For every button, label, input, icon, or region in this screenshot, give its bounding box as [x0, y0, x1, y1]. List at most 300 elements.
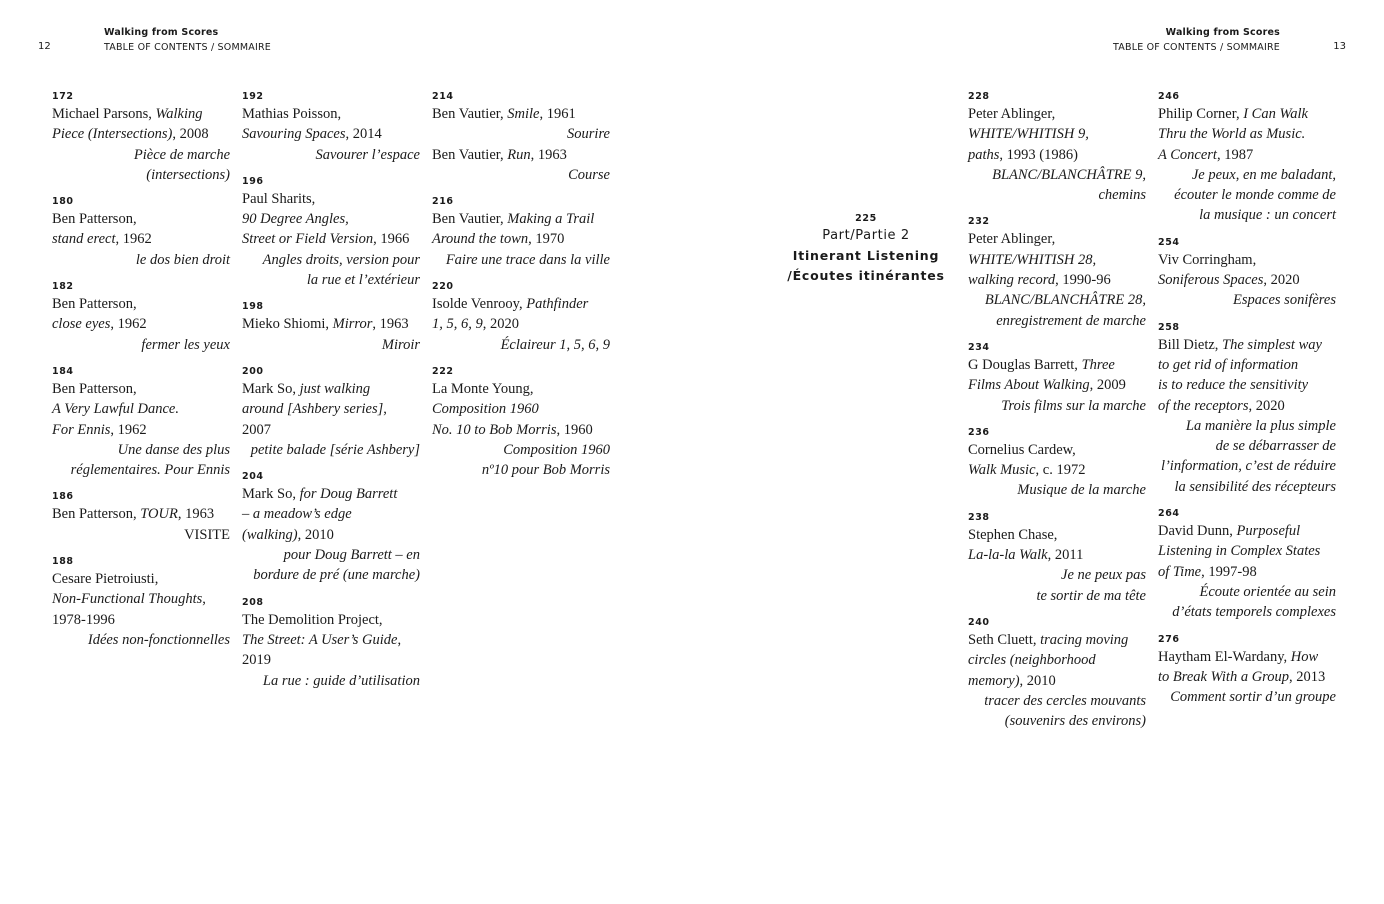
toc-entry — [1158, 633, 1336, 708]
french-title-line: Faire une trace dans la ville — [445, 251, 610, 268]
french-title-line: tracer des cercles mouvants — [984, 692, 1146, 709]
entry-title-line — [52, 379, 230, 399]
entry-page-number: 198 — [242, 301, 264, 313]
entry-gap — [968, 608, 1146, 616]
work-title: How — [1290, 648, 1319, 665]
entry-title-line — [242, 314, 420, 334]
author-text: Ben Patterson, — [52, 506, 141, 523]
french-title-line: Je ne peux pas — [1061, 567, 1146, 584]
author-text: , 1963 — [372, 316, 409, 333]
work-title: stand erect — [52, 231, 116, 248]
french-title-line: Sourire — [567, 126, 610, 143]
entry-title-line — [432, 145, 610, 165]
work-title: No. 10 to Bob Morris — [432, 421, 557, 438]
toc-entry — [1158, 236, 1336, 311]
part-label: Part/Partie 2 — [822, 228, 910, 243]
french-title-line: écouter le monde comme de — [1174, 187, 1336, 204]
entry-title-line — [242, 399, 420, 419]
work-title: of the receptors — [1158, 397, 1249, 414]
entry-gap — [52, 482, 230, 490]
entry-page-number: 180 — [52, 196, 74, 208]
french-title-line: Une danse des plus — [117, 441, 230, 458]
entry-page-number: 246 — [1158, 91, 1180, 102]
toc-entry — [432, 365, 610, 480]
entry-page-number: 196 — [242, 175, 264, 187]
author-text: Ben Vautier, — [432, 106, 508, 122]
work-title: is to reduce the sensitivity — [1158, 377, 1309, 394]
part-title-fr: /Écoutes itinérantes — [787, 268, 945, 283]
french-title-line: le dos bien droit — [135, 251, 230, 268]
french-title-line: BLANC/BLANCHÂTRE 28, — [984, 292, 1146, 309]
work-title: Smile — [507, 106, 540, 122]
entry-page-number: 184 — [52, 365, 74, 377]
toc-entry — [968, 426, 1146, 501]
entry-gap — [968, 333, 1146, 341]
work-title: Street or Field Version — [242, 231, 374, 248]
entry-title-line — [968, 229, 1146, 249]
entry-title-line — [1158, 335, 1336, 355]
entry-title-line — [52, 229, 230, 249]
entry-page-number: 188 — [52, 556, 74, 568]
section-label-right: TABLE OF CONTENTS / SOMMAIRE — [1113, 42, 1280, 53]
author-text: , 1993 (1986) — [999, 146, 1078, 163]
entry-title-line — [1158, 124, 1336, 144]
author-text: , 1987 — [1216, 146, 1254, 163]
french-title-line: Éclaireur 1, 5, 6, 9 — [500, 336, 610, 353]
entry-page-number: 276 — [1158, 633, 1180, 645]
author-text: Stephen Chase, — [968, 526, 1058, 543]
entry-page-number: 236 — [968, 426, 990, 438]
author-text: Ben Vautier, — [432, 211, 508, 228]
toc-entry — [52, 490, 230, 545]
author-text: David Dunn, — [1158, 523, 1237, 540]
french-title-line: Idées non-fonctionnelles — [87, 631, 230, 648]
author-text: Mathias Poisson, — [242, 106, 342, 122]
french-title-line: La manière la plus simple — [1185, 417, 1336, 434]
toc-column-5 — [1158, 90, 1336, 709]
author-text: , 1966 — [373, 231, 410, 248]
work-title: Films About Walking — [968, 377, 1090, 394]
entry-title-line — [1158, 667, 1336, 687]
part-divider-entry — [776, 212, 956, 286]
entry-title-line — [242, 124, 420, 144]
entry-title-line — [242, 610, 420, 630]
entry-title-line — [1158, 541, 1336, 561]
entry-title-line — [968, 440, 1146, 460]
french-title-line: Pièce de marche — [133, 146, 230, 163]
work-title: just walking — [299, 380, 371, 397]
toc-entry — [242, 175, 420, 290]
author-text: Viv Corringham, — [1158, 251, 1257, 268]
entry-page-number: 200 — [242, 365, 264, 377]
author-text: Bill Dietz, — [1158, 336, 1223, 353]
work-title: I Can Walk — [1243, 106, 1308, 122]
entry-gap — [242, 357, 420, 365]
entry-title-line — [968, 525, 1146, 545]
entry-title-line — [968, 355, 1146, 375]
entry-title-line — [52, 610, 230, 630]
entry-title-line — [968, 145, 1146, 165]
author-text: Ben Patterson, — [52, 296, 137, 313]
entry-title-line — [968, 650, 1146, 670]
work-title: Thru the World as Music. — [1158, 126, 1306, 143]
work-title: memory) — [968, 672, 1020, 689]
french-title-line: de se débarrasser de — [1215, 438, 1336, 455]
author-text: , 2020 — [1248, 397, 1285, 414]
french-title-line: chemins — [1098, 187, 1146, 204]
left-page-number: 12 — [38, 41, 51, 52]
french-title-line: pour Doug Barrett – en — [283, 547, 420, 564]
toc-column-2 — [242, 90, 420, 693]
work-title: Mirror — [332, 316, 373, 333]
entry-title-line — [1158, 647, 1336, 667]
entry-gap — [1158, 499, 1336, 507]
french-title-line: BLANC/BLANCHÂTRE 9, — [992, 166, 1146, 183]
entry-title-line — [968, 250, 1146, 270]
author-text: , 1962 — [115, 231, 152, 248]
french-title-line: Comment sortir d’un groupe — [1170, 689, 1336, 706]
author-text: , 1962 — [110, 421, 147, 438]
entry-page-number: 240 — [968, 616, 990, 628]
toc-entry — [432, 280, 610, 355]
author-text: , 1963 — [177, 506, 215, 523]
work-title: A Very Lawful Dance. — [52, 401, 179, 418]
french-title-line: Trois films sur la marche — [1001, 397, 1146, 414]
toc-entry — [432, 90, 610, 185]
entry-title-line — [52, 420, 230, 440]
entry-title-line — [242, 650, 420, 670]
work-title: to Break With a Group — [1158, 668, 1290, 685]
work-title: Walk Music — [968, 462, 1036, 479]
work-title: Pathfinder — [526, 296, 589, 313]
author-text: , 1962 — [110, 316, 147, 333]
work-title: close eyes — [52, 316, 111, 333]
french-title-line: Savourer l’espace — [315, 146, 420, 163]
work-title: Composition 1960 — [432, 401, 539, 418]
entry-title-line — [242, 229, 420, 249]
author-text: Ben Vautier, — [432, 146, 508, 163]
author-text: Michael Parsons, — [52, 106, 156, 122]
entry-page-number: 222 — [432, 365, 454, 377]
author-text: , 2014 — [345, 126, 382, 143]
french-title-line: l’information, c’est de réduire — [1160, 458, 1336, 475]
work-title: Around the town — [432, 231, 529, 248]
french-title-line: la musique : un concert — [1199, 207, 1336, 224]
toc-entry — [52, 365, 230, 480]
author-text: G Douglas Barrett, — [968, 356, 1082, 373]
entry-page-number: 232 — [968, 216, 990, 228]
author-text: , 1963 — [530, 146, 567, 163]
toc-entry — [1158, 507, 1336, 622]
author-text: 2019 — [242, 652, 271, 669]
entry-title-line — [432, 314, 610, 334]
french-title-line: nº10 pour Bob Morris — [481, 462, 610, 479]
toc-entry — [242, 365, 420, 460]
author-text: Seth Cluett, — [968, 631, 1041, 648]
french-title-line: fermer les yeux — [141, 336, 230, 353]
entry-title-line — [968, 104, 1146, 124]
entry-title-line — [52, 589, 230, 609]
entry-title-line — [1158, 521, 1336, 541]
entry-gap — [52, 547, 230, 555]
work-title: tracing moving — [1040, 631, 1129, 648]
entry-title-line — [1158, 145, 1336, 165]
entry-gap — [968, 418, 1146, 426]
author-text: 2007 — [242, 421, 271, 438]
author-text: , 2020 — [482, 316, 519, 333]
entry-title-line — [432, 104, 610, 124]
author-text: The Demolition Project, — [242, 611, 383, 628]
french-title-line: La rue : guide d’utilisation — [262, 672, 420, 689]
author-text: Ben Patterson, — [52, 211, 137, 228]
entry-title-line — [242, 104, 420, 124]
work-title: of Time — [1158, 563, 1202, 580]
author-text: , — [202, 591, 206, 608]
work-title: The simplest way — [1222, 336, 1322, 353]
entry-gap — [1158, 625, 1336, 633]
entry-page-number: 214 — [432, 91, 454, 102]
entry-page-number: 264 — [1158, 508, 1180, 520]
entry-gap — [242, 292, 420, 300]
entry-title-line — [1158, 375, 1336, 395]
book-title-right: Walking from Scores — [1165, 27, 1280, 38]
author-text: , c. 1972 — [1035, 462, 1086, 479]
french-title-line: d’états temporels complexes — [1172, 604, 1336, 621]
entry-gap — [1158, 228, 1336, 236]
author-text: Peter Ablinger, — [968, 106, 1056, 122]
french-title-line: bordure de pré (une marche) — [253, 567, 420, 584]
work-title: circles (neighborhood — [968, 652, 1096, 669]
entry-title-line — [968, 270, 1146, 290]
french-title-line: Écoute orientée au sein — [1199, 583, 1336, 600]
french-title-line: petite balade [série Ashbery] — [250, 441, 420, 458]
work-title: Savouring Spaces — [242, 126, 346, 143]
author-text: , — [397, 631, 402, 648]
entry-title-line — [1158, 562, 1336, 582]
toc-entry — [968, 616, 1146, 731]
entry-gap — [52, 272, 230, 280]
entry-title-line — [52, 314, 230, 334]
entry-title-line — [1158, 250, 1336, 270]
french-title-line: Composition 1960 — [503, 441, 610, 458]
french-title-line: Je peux, en me baladant, — [1191, 166, 1336, 183]
entry-gap — [52, 187, 230, 195]
toc-entry — [242, 470, 420, 585]
entry-title-line — [968, 545, 1146, 565]
author-text: 1978-1996 — [52, 611, 115, 628]
work-title: A Concert — [1158, 146, 1217, 163]
author-text: , 2009 — [1089, 377, 1126, 394]
entry-page-number: 216 — [432, 196, 454, 208]
french-title-line: enregistrement de marche — [996, 312, 1146, 329]
work-title: paths — [968, 146, 1000, 163]
work-title: TOUR — [140, 506, 178, 523]
entry-title-line — [432, 209, 610, 229]
entry-page-number: 228 — [968, 91, 990, 102]
entry-title-line — [1158, 396, 1336, 416]
entry-gap — [242, 167, 420, 175]
author-text: , — [383, 401, 387, 418]
toc-entry — [52, 555, 230, 650]
author-text: Haytham El-Wardany, — [1158, 648, 1291, 665]
work-title: around [Ashbery series] — [242, 401, 384, 418]
author-text: , 2008 — [172, 126, 209, 143]
toc-column-4 — [968, 90, 1146, 733]
entry-title-line — [432, 399, 610, 419]
french-title-line: te sortir de ma tête — [1036, 587, 1146, 604]
right-page-number: 13 — [1333, 41, 1346, 52]
author-text: , 2020 — [1263, 272, 1300, 289]
toc-column-3 — [432, 90, 610, 482]
author-text: , 2010 — [1019, 672, 1056, 689]
work-title: Piece (Intersections) — [52, 126, 173, 143]
author-text: Philip Corner, — [1158, 106, 1244, 122]
author-text: , 2010 — [297, 526, 334, 543]
entry-title-line — [968, 671, 1146, 691]
work-title: Listening in Complex States — [1158, 543, 1321, 560]
entry-title-line — [52, 294, 230, 314]
work-title: 1, 5, 6, 9 — [432, 316, 483, 333]
entry-gap — [432, 357, 610, 365]
toc-entry — [1158, 90, 1336, 226]
work-title: Purposeful — [1236, 523, 1301, 540]
part-title-en: Itinerant Listening — [792, 248, 940, 263]
part-page-number: 225 — [855, 213, 877, 224]
entry-title-line — [968, 630, 1146, 650]
entry-title-line — [52, 104, 230, 124]
french-title-line: (intersections) — [146, 166, 230, 183]
entry-gap — [242, 588, 420, 596]
french-title-line: réglementaires. Pour Ennis — [70, 462, 230, 479]
work-title: Soniferous Spaces — [1158, 272, 1264, 289]
work-title: for Doug Barrett — [299, 486, 398, 503]
toc-entry — [242, 90, 420, 165]
french-title-line: Angles droits, version pour — [262, 251, 420, 268]
entry-title-line — [242, 209, 420, 229]
entry-title-line — [1158, 355, 1336, 375]
entry-gap — [968, 503, 1146, 511]
author-text: Isolde Venrooy, — [432, 296, 527, 313]
french-title-line: la sensibilité des récepteurs — [1174, 478, 1336, 495]
work-title: (walking) — [242, 526, 298, 543]
entry-title-line — [52, 504, 230, 524]
french-title-line: VISITE — [184, 526, 230, 543]
book-title-left: Walking from Scores — [104, 27, 219, 38]
french-title-line: Miroir — [381, 336, 420, 353]
entry-title-line — [242, 630, 420, 650]
entry-title-line — [242, 379, 420, 399]
toc-entry — [968, 511, 1146, 606]
work-title: WHITE/WHITISH 9, — [968, 126, 1089, 143]
author-text: Mark So, — [242, 380, 300, 397]
work-title: For Ennis — [52, 421, 111, 438]
entry-page-number: 172 — [52, 91, 74, 102]
entry-title-line — [432, 229, 610, 249]
toc-entry — [968, 341, 1146, 416]
entry-title-line — [432, 420, 610, 440]
work-title: Run — [507, 146, 531, 163]
toc-entry — [432, 195, 610, 270]
toc-entry — [242, 300, 420, 355]
entry-page-number: 186 — [52, 491, 74, 503]
toc-entry — [968, 215, 1146, 330]
work-title: Walking — [155, 106, 203, 122]
author-text: , 2013 — [1289, 668, 1326, 685]
author-text: Ben Patterson, — [52, 380, 137, 397]
entry-page-number: 254 — [1158, 236, 1180, 248]
work-title: 90 Degree Angles, — [242, 211, 349, 228]
author-text: , 2011 — [1047, 547, 1084, 564]
entry-page-number: 234 — [968, 341, 990, 353]
entry-title-line — [1158, 104, 1336, 124]
entry-gap — [242, 462, 420, 470]
work-title: walking record — [968, 272, 1056, 289]
entry-title-line — [242, 189, 420, 209]
entry-title-line — [242, 504, 420, 524]
section-label-left: TABLE OF CONTENTS / SOMMAIRE — [104, 42, 271, 53]
entry-title-line — [1158, 270, 1336, 290]
entry-gap — [52, 357, 230, 365]
toc-entry — [242, 596, 420, 691]
entry-page-number: 192 — [242, 91, 264, 102]
toc-entry — [52, 195, 230, 270]
toc-entry — [52, 90, 230, 185]
french-title-line: Espaces sonifères — [1233, 292, 1336, 309]
entry-page-number: 258 — [1158, 321, 1180, 333]
entry-title-line — [432, 294, 610, 314]
french-title-line: (souvenirs des environs) — [1004, 713, 1146, 730]
entry-title-line — [968, 460, 1146, 480]
entry-title-line — [52, 569, 230, 589]
toc-entry — [968, 90, 1146, 205]
entry-page-number: 220 — [432, 281, 454, 293]
work-title: The Street: A User’s Guide — [242, 631, 398, 648]
author-text: , 1961 — [539, 106, 576, 122]
entry-gap — [432, 272, 610, 280]
author-text: Mark So, — [242, 486, 300, 503]
entry-gap — [1158, 313, 1336, 321]
french-title-line: Course — [568, 166, 610, 183]
work-title: – a meadow’s edge — [242, 506, 352, 523]
entry-title-line — [52, 399, 230, 419]
author-text: Cesare Pietroiusti, — [52, 571, 159, 588]
toc-entry — [52, 280, 230, 355]
entry-page-number: 204 — [242, 471, 264, 483]
entry-gap — [968, 207, 1146, 215]
entry-title-line — [52, 209, 230, 229]
toc-entry — [1158, 321, 1336, 497]
work-title: Three — [1081, 356, 1115, 373]
toc-column-1 — [52, 90, 230, 652]
entry-gap — [432, 187, 610, 195]
entry-page-number: 238 — [968, 511, 990, 523]
author-text: , 1970 — [528, 231, 565, 248]
work-title: to get rid of information — [1158, 356, 1299, 373]
work-title: Making a Trail — [507, 211, 595, 228]
author-text: Paul Sharits, — [242, 190, 316, 207]
author-text: Cornelius Cardew, — [968, 441, 1076, 458]
author-text: , 1960 — [556, 421, 593, 438]
entry-page-number: 208 — [242, 596, 264, 608]
author-text: La Monte Young, — [432, 380, 534, 397]
entry-title-line — [242, 420, 420, 440]
entry-title-line — [242, 525, 420, 545]
author-text: Mieko Shiomi, — [242, 316, 333, 333]
entry-title-line — [968, 124, 1146, 144]
author-text: Peter Ablinger, — [968, 231, 1056, 248]
french-title-line: Musique de la marche — [1017, 482, 1146, 499]
french-title-line: la rue et l’extérieur — [306, 272, 420, 289]
